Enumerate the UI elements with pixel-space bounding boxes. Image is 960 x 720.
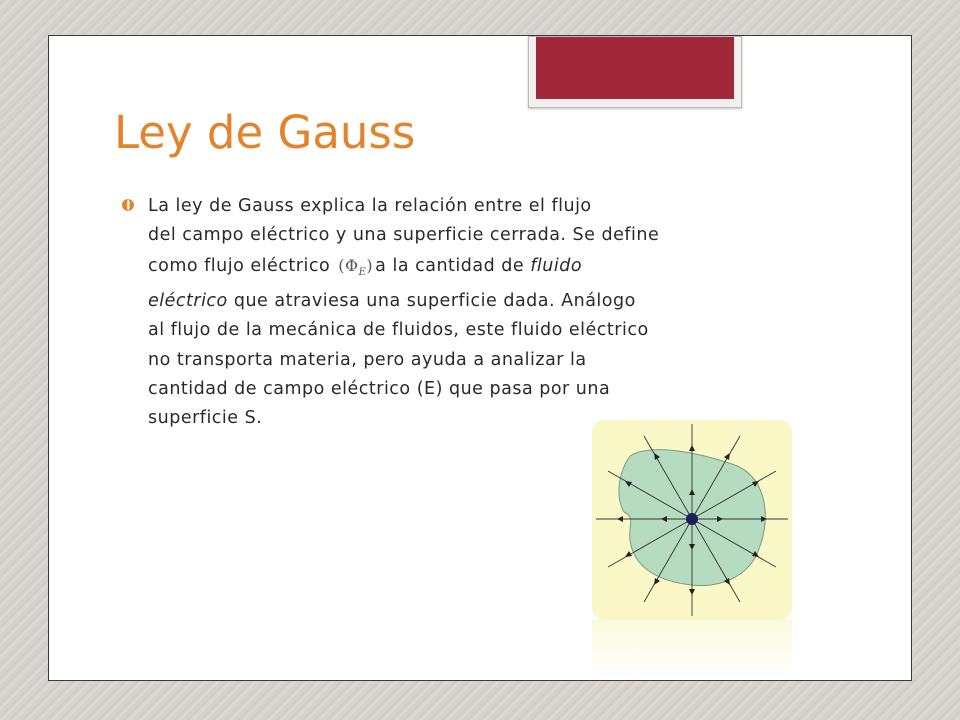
- body-line: superficie S.: [148, 408, 263, 429]
- point-charge: [686, 513, 698, 525]
- body-line: cantidad de campo eléctrico (E) que pasa por una: [148, 378, 611, 399]
- gauss-field-diagram: [592, 420, 792, 620]
- body-line: La ley de Gauss explica la relación entre el flujo: [148, 196, 592, 216]
- electric-flux-symbol: $(\Phi_E)$: [338, 255, 374, 278]
- body-line: no transporta materia, pero ayuda a analizar la: [148, 349, 587, 370]
- decorative-tab: [528, 36, 742, 108]
- phi-subscript: E: [358, 266, 367, 278]
- body-line: [148, 251, 828, 287]
- body-text-segment: como flujo eléctrico: [148, 255, 331, 276]
- phi-symbol: Φ: [344, 255, 359, 275]
- italic-term: fluido: [530, 255, 583, 276]
- italic-term: eléctrico: [148, 291, 228, 312]
- fleuron-bullet-icon: [120, 197, 136, 213]
- body-paragraph: [148, 192, 828, 434]
- body-line: al flujo de la mecánica de fluidos, este fluido eléctrico: [148, 320, 649, 341]
- body-line: [148, 287, 828, 316]
- body-text-segment: que atraviesa una superficie dada. Análogo: [233, 291, 636, 312]
- slide-title: Ley de Gauss: [114, 106, 416, 159]
- decorative-tab-fill: [536, 37, 734, 99]
- diagram-reflection: [592, 620, 792, 682]
- body-line: del campo eléctrico y una superficie cerrada. Se define: [148, 225, 660, 246]
- body-text-segment: a la cantidad de: [375, 255, 525, 276]
